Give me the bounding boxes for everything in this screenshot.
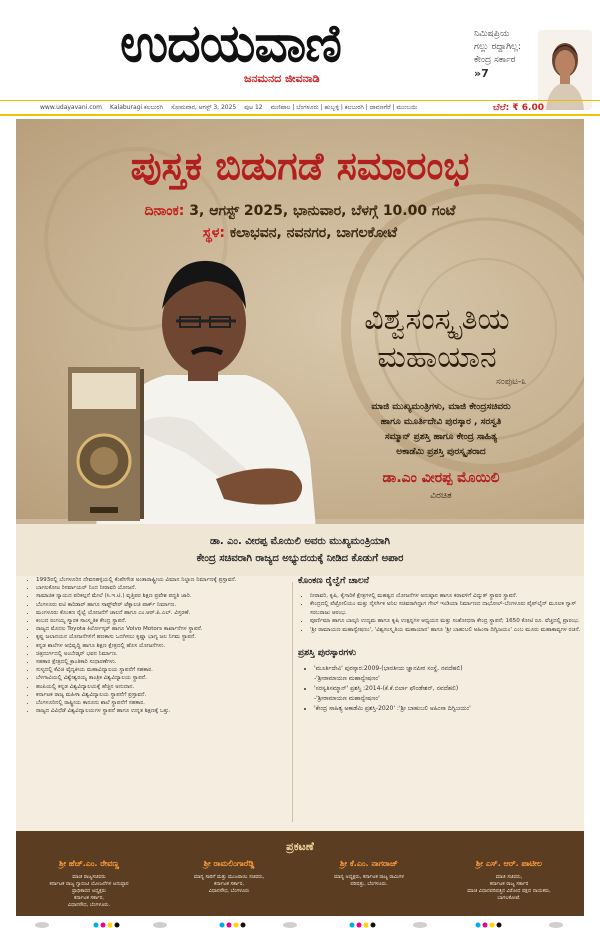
- list-item: • ಸಹಕಾರ ಕ್ಷೇತ್ರದಲ್ಲಿ ಕ್ರಾಂತಿಕಾರಿ ಸುಧಾರಣೆಗಳು.: [36, 658, 296, 666]
- price-label: ಬೆಲೆ: ₹ 6.00: [492, 102, 544, 113]
- date-value: 3, ಆಗಸ್ಟ್ 2025, ಭಾನುವಾರ, ಬೆಳಗ್ಗೆ 10.00 ಗಂಟೆ: [189, 203, 456, 219]
- publisher-description: [164, 874, 294, 895]
- list-item: • ಸಾಮಾಜಿಕ ನ್ಯಾಯದ ಪರಿಕಲ್ಪನೆ ಮೇಲೆ (ಸಿ.ಇ.ಟಿ.) ವೃತ್ತಿಪರ ಶಿಕ್ಷಣ ಪ್ರವೇಶ ಪದ್ಧತಿ ಜಾರಿ.: [36, 592, 296, 600]
- book-title: [302, 301, 572, 377]
- event-date-line: [16, 203, 584, 219]
- achievements-list: [26, 576, 296, 715]
- list-item: -'ಶ್ರೀರಾಮಾಯಣ ಮಹಾನ್ವೇಷಣಂ': [314, 675, 380, 683]
- venue-label: ಸ್ಥಳ:: [202, 225, 225, 241]
- description-line: ಮಾಜಿ ಸಚಿವರು,: [495, 874, 523, 880]
- publisher-description: [304, 874, 434, 888]
- issue-date: ಸೋಮವಾರ, ಆಗಸ್ಟ್ 3, 2025: [171, 103, 237, 111]
- publisher-card: [304, 859, 434, 888]
- description-line: ಸಮ್ಮಾನ್ ಪ್ರಶಸ್ತಿ ಹಾಗೂ ಕೇಂದ್ರ ಸಾಹಿತ್ಯ: [384, 432, 498, 442]
- description-line: ವಿಧಾನಸೌಧ, ಬೆಂಗಳೂರು.: [67, 902, 111, 908]
- registration-dots: [0, 919, 600, 928]
- list-item: • 'ಸರಸ್ವತಿಸಮ್ಮಾನ್' ಪ್ರಶಸ್ತಿ :2014-(ಕೆ.ಕೆ.ಬಿರ್ಲಾ ಫೌಂಡೇಶನ್, ನವದೆಹಲಿ): [314, 684, 582, 694]
- author-description: [316, 400, 566, 460]
- edition-label: Kalaburagi ಕಲಬುರಗಿ: [110, 103, 164, 111]
- publisher-card: [444, 859, 574, 902]
- description-line: ಪ್ರಾಧಿಕಾರದ ಅಧ್ಯಕ್ಷರು: [71, 888, 107, 894]
- edition-cities: ಮಣಿಪಾಲ | ಬೆಂಗಳೂರು | ಹುಬ್ಬಳ್ಳಿ | ಕಲಬುರಗಿ | ದಾವಣಗೆರೆ | ಮುಂಬಯಿ: [270, 103, 418, 111]
- publisher-description: [444, 874, 574, 902]
- publisher-name: ಶ್ರೀ ರಾಮಲಿಂಗಾರೆಡ್ಡಿ: [203, 859, 255, 868]
- list-item: • 'ಕೇಂದ್ರ ಸಾಹಿತ್ಯ ಅಕಾಡೆಮಿ ಪ್ರಶಸ್ತಿ-2020' :'ಶ್ರೀ ಬಾಹುಬಲಿ ಅಹಿಂಸಾ ದಿಗ್ವಿಜಯಂ': [314, 704, 582, 714]
- website-url[interactable]: www.udayavani.com: [40, 104, 103, 111]
- description-line: ಕರ್ನಾಟಕ ಸರ್ಕಾರ,: [214, 881, 244, 887]
- list-item: • ಸುಳ್ಯದಲ್ಲಿ ಕೆವಿಜಿ ವೈದ್ಯಕೀಯ ಮಹಾವಿದ್ಯಾಲಯ ಸ್ಥಾಪನೆಗೆ ಸಹಕಾರ.: [36, 666, 296, 674]
- description-line: ಪರಿಷತ್ತು, ಬೆಂಗಳೂರು.: [350, 881, 388, 887]
- list-item: • ಚಿತ್ರದುರ್ಗದಲ್ಲಿ ಅಂಬೇಡ್ಕರ್ ಭವನ ನಿರ್ಮಾಣ.: [36, 650, 296, 658]
- publisher-card: [164, 859, 294, 895]
- venue-value: ಕಲಾಭವನ, ನವನಗರ, ಬಾಗಲಕೋಟೆ: [229, 225, 398, 241]
- description-line: ಅಕಾಡೆಮಿ ಪ್ರಶಸ್ತಿ ಪುರಸ್ಕೃತರಾದ: [396, 447, 486, 457]
- portrait-image: [538, 30, 592, 110]
- newspaper-tagline: ಜನಮನದ ಜೀವನಾಡಿ: [244, 72, 320, 85]
- list-item: • ಹಂಪಿಯಲ್ಲಿ ಕನ್ನಡ ವಿಶ್ವವಿದ್ಯಾಲಯಕ್ಕೆ ಹೆಚ್ಚಿನ ಅನುದಾನ.: [36, 683, 296, 691]
- tribute-banner: [16, 524, 584, 576]
- achievements-section: [16, 576, 584, 831]
- list-item: • ರಾಜ್ಯದ ಮೊದಲ Toyota ಕಿರ್ಲೋಸ್ಕರ್ ಹಾಗೂ Volvo Motors ಕಾರ್ಖಾನೆಗಳ ಸ್ಥಾಪನೆ.: [36, 625, 296, 633]
- list-item: • ಕಂಬದ ರಂಗಯ್ಯ ಸ್ಮಾರಕ ಸಾಂಸ್ಕೃತಿಕ ಕೇಂದ್ರ ಸ್ಥಾಪನೆ.: [36, 617, 296, 625]
- promo-portrait[interactable]: [538, 30, 592, 110]
- list-item: • 1993ರಲ್ಲಿ ಬೆಂಗಳೂರಿನ ದೇವನಹಳ್ಳಿಯಲ್ಲಿ ಕೆಂಪೇಗೌಡ ಅಂತಾರಾಷ್ಟ್ರೀಯ ವಿಮಾನ ನಿಲ್ದಾಣ ನಿರ್ಮಾಣಕ್ಕೆ ಪ್ರಸ್ತಾವನೆ.: [36, 576, 296, 584]
- description-line: ಹಾಗೂ ಮೂರ್ತಿದೇವಿ ಪುರಸ್ಕಾರ , ಸರಸ್ವತಿ: [380, 417, 502, 427]
- author-name: ಡಾ.ಎಂ ವೀರಪ್ಪ ಮೊಯಿಲಿ: [382, 470, 500, 486]
- highlight-items: [298, 592, 582, 634]
- masthead: [0, 0, 600, 100]
- konkan-railway-heading: ಕೊಂಕಣ ರೈಲ್ವೆಗೆ ಚಾಲನೆ: [298, 576, 370, 586]
- description-line: ಕರ್ನಾಟಕ ರಾಜ್ಯ ಗ್ಯಾರಂಟಿ ಯೋಜನೆಗಳ ಅನುಷ್ಠಾನ: [49, 881, 129, 887]
- description-line: ಬಾಗಲಕೋಟೆ.: [497, 895, 521, 901]
- promo-teaser[interactable]: [474, 28, 538, 80]
- publisher-name: ಶ್ರೀ ಎಸ್. ಆರ್. ಪಾಟೀಲ: [475, 859, 543, 868]
- promo-line: ನಿಮಿಷಪ್ರಿಯ: [474, 29, 510, 39]
- description-line: ಕರ್ನಾಟಕ ಸರ್ಕಾರ,: [74, 895, 104, 901]
- book-title-line-2: ಮಹಾಯಾನ: [377, 340, 497, 375]
- tribute-line: ಕೇಂದ್ರ ಸಚಿವರಾಗಿ ರಾಜ್ಯದ ಅಭ್ಯುದಯಕ್ಕೆ ನೀಡಿದ ಕೊಡುಗೆ ಅಪಾರ: [196, 553, 404, 564]
- list-item: • ಕನ್ನಡ ಶಾಲೆಗಳ ಅಭಿವೃದ್ಧಿ ಹಾಗೂ ಶಿಕ್ಷಣ ಕ್ಷೇತ್ರದಲ್ಲಿ ಹೊಸ ಯೋಜನೆಗಳು.: [36, 642, 296, 650]
- list-item: • ರಾಜ್ಯದ ವಿವಿಧೆಡೆ ವಿಶ್ವವಿದ್ಯಾಲಯಗಳ ಸ್ಥಾಪನೆ ಹಾಗೂ ಉನ್ನತ ಶಿಕ್ಷಣಕ್ಕೆ ಒತ್ತು.: [36, 707, 296, 715]
- date-label: ದಿನಾಂಕ:: [144, 203, 185, 219]
- description-line: ಮಾನ್ಯ ಸಾರಿಗೆ ಮತ್ತು ಮುಜರಾಯಿ ಸಚಿವರು,: [193, 874, 265, 880]
- book-volume: ಸಂಪುಟ-೩: [496, 377, 527, 387]
- promo-line: ಕೇಂದ್ರ ಸರ್ಕಾರ: [474, 55, 516, 65]
- publisher-footer: [16, 831, 584, 916]
- page-count: ಪುಟ 12: [244, 103, 263, 111]
- list-item: • ಕೇಂದ್ರದಲ್ಲಿ ಪೆಟ್ರೋಲಿಯಂ ಮತ್ತು ನೈಸರ್ಗಿಕ ಅನಿಲ ಸಚಿವರಾಗಿದ್ದಾಗ ಗೇಲ್ ಇಂಡಿಯಾ ನಿರ್ಮಾಣದ ದಾಭೋಲ್-ಬೆಂಗಳೂರು ಪೈಪ್‌ಲೈನ್ ಮೂಲಕ ಗ್ಯಾಸ್ ಸರಬರಾಜು ಆರಂಭ.: [310, 600, 582, 617]
- publisher-description: [24, 874, 154, 909]
- promo-page-number: »7: [474, 67, 489, 80]
- description-line: ಕರ್ನಾಟಕ ರಾಜ್ಯ ಸರ್ಕಾರ: [489, 881, 529, 887]
- dateline-bar: [0, 100, 600, 116]
- awards-heading: ಪ್ರಶಸ್ತಿ ಪುರಸ್ಕಾರಗಳು: [298, 648, 357, 659]
- print-registration-marks: [0, 916, 600, 928]
- description-line: ಮಾಜಿ ರಾಜ್ಯಸಚಿವರು: [72, 874, 106, 880]
- promo-line: ಗಲ್ಲು ರದ್ದಾಗಿಲ್ಲ:: [474, 42, 521, 52]
- description-line: ವಿಧಾನಸೌಧ, ಬೆಂಗಳೂರು: [208, 888, 250, 894]
- list-item: • ಕರ್ನಾಟಕ ರಾಜ್ಯ ಮಹಿಳಾ ವಿಶ್ವವಿದ್ಯಾಲಯ ಸ್ಥಾಪನೆಗೆ ಪ್ರಸ್ತಾವನೆ.: [36, 691, 296, 699]
- list-item: • ನೀರಾವರಿ, ಕೃಷಿ, ಕೈಗಾರಿಕೆ ಕ್ಷೇತ್ರಗಳಲ್ಲಿ ಮಹತ್ವದ ಯೋಜನೆಗಳ ಅನುಷ್ಠಾನ ಹಾಗೂ ಕರಾವಳಿಗೆ ವಿದ್ಯುತ್ ಸ್ಥಾವರ ಸ್ಥಾಪನೆ.: [310, 592, 582, 600]
- description-line: ಮಾಜಿ ವಿಧಾನಪರಿಷತ್ತಿನ ವಿರೋಧ ಪಕ್ಷದ ನಾಯಕರು,: [467, 888, 551, 894]
- list-item: • 'ಶ್ರೀ ರಾಮಾಯಣ ಮಹಾನ್ವೇಷಣಂ', 'ವಿಶ್ವಸಂಸ್ಕೃತಿಯ ಮಹಾಯಾನ' ಹಾಗೂ 'ಶ್ರೀ ಬಾಹುಬಲಿ ಅಹಿಂಸಾ ದಿಗ್ವಿಜಯಂ' ಎಂಬ ಮೂರು ಮಹಾಕಾವ್ಯಗಳ ರಚನೆ.: [310, 626, 582, 634]
- description-line: ಮಾನ್ಯ ಅಧ್ಯಕ್ಷರು, ಕರ್ನಾಟಕ ರಾಜ್ಯ ರಾಮಿಗಳ: [333, 874, 405, 880]
- tribute-line: ಡಾ. ಎಂ. ವೀರಪ್ಪ ಮೊಯಿಲಿ ಅವರು ಮುಖ್ಯಮಂತ್ರಿಯಾಗಿ: [209, 536, 391, 547]
- list-item: • ಬಾಗಲಕೋಟ ರಿಸರ್ವಾಯರ್ ನಿಂದ ನೀರಾವರಿ ಯೋಜನೆ.: [36, 584, 296, 592]
- achievement-items: [26, 576, 296, 715]
- list-item: • ಬೆಂಗಳೂರಿನಲ್ಲಿ ರಾಷ್ಟ್ರೀಯ ಕಾನೂನು ಶಾಲೆ ಸ್ಥಾಪನೆಗೆ ಸಹಕಾರ.: [36, 699, 296, 707]
- author-credit: ವಿರಚಿತ: [430, 491, 452, 501]
- book-cover-image: [68, 367, 144, 521]
- list-item: • ಮಂಗಳೂರು ಕೊಂಕಣ ರೈಲ್ವೆ ಯೋಜನೆಗೆ ಚಾಲನೆ ಹಾಗೂ ಎಂ.ಆರ್.ಪಿ.ಎಲ್. ವಿಸ್ತರಣೆ.: [36, 609, 296, 617]
- highlights-column: [292, 576, 582, 714]
- list-item: • ಬೆಳಗಾವಿಯಲ್ಲಿ ವಿಶ್ವೇಶ್ವರಯ್ಯ ತಾಂತ್ರಿಕ ವಿಶ್ವವಿದ್ಯಾಲಯ ಸ್ಥಾಪನೆ.: [36, 674, 296, 682]
- publisher-name: ಶ್ರೀ ಕೆ.ಎಂ. ನಾಗರಾಜ್: [340, 859, 398, 868]
- awards-list: [302, 664, 582, 714]
- footer-heading: ಪ್ರಕಟಣೆ: [286, 840, 314, 853]
- list-item: • ಕೃಷ್ಣ ಜಲಾನಯನ ಯೋಜನೆಗಳಿಗೆ ಹಣಕಾಸು ಒದಗಿಸಲು ಕೃಷ್ಣಾ ಭಾಗ್ಯ ಜಲ ನಿಗಮ ಸ್ಥಾಪನೆ.: [36, 633, 296, 641]
- newspaper-logo[interactable]: ಉದಯವಾಣಿ: [120, 14, 341, 74]
- list-item: -'ಶ್ರೀರಾಮಾಯಣ ಮಹಾನ್ವೇಷಣಂ': [314, 695, 380, 703]
- book-cover[interactable]: [68, 367, 144, 521]
- event-headline: ಪುಸ್ತಕ ಬಿಡುಗಡೆ ಸಮಾರಂಭ: [130, 144, 470, 188]
- list-item: • 'ಮೂರ್ತಿದೇವಿ' ಪುರಸ್ಕಾರ:2009-(ಭಾರತೀಯ ಜ್ಞಾನಪೀಠ ಸಂಸ್ಥೆ, ನವದೆಹಲಿ): [314, 664, 582, 674]
- description-line: ಮಾಜಿ ಮುಖ್ಯಮಂತ್ರಿಗಳು, ಮಾಜಿ ಕೇಂದ್ರಸಚಿವರು: [371, 402, 511, 412]
- publisher-name: ಶ್ರೀ ಹೆಚ್.ಎಂ. ರೇವಣ್ಣ: [58, 859, 120, 868]
- publisher-card: [24, 859, 154, 909]
- book-title-line-1: ವಿಶ್ವಸಂಸ್ಕೃತಿಯ: [364, 302, 510, 337]
- list-item: • ಬೆಂಗಳೂರು ಐಟಿ ಕಾರಿಡಾರ್ ಹಾಗೂ ಸಾಫ್ಟ್‌ವೇರ್ ಟೆಕ್ನಾಲಜಿ ಪಾರ್ಕ್ ನಿರ್ಮಾಣ.: [36, 601, 296, 609]
- list-item: • ಪೂರ್ಣಿಮಾ ಹಾಗೂ ಬಾಲ್ಕನಿ ಉದ್ಯಮ ಹಾಗೂ ಕೃಷಿ ಉತ್ಪನ್ನಗಳ ಆಧ್ಯಯನ ಮತ್ತು ಸಂಶೋಧನಾ ಕೇಂದ್ರ ಸ್ಥಾಪನೆ; 1650 ಕೋಟಿ ರೂ. ವೆಚ್ಚದಲ್ಲಿ ಪ್ರಾರಂಭ.: [310, 617, 582, 625]
- book-release-advertisement: [16, 119, 584, 916]
